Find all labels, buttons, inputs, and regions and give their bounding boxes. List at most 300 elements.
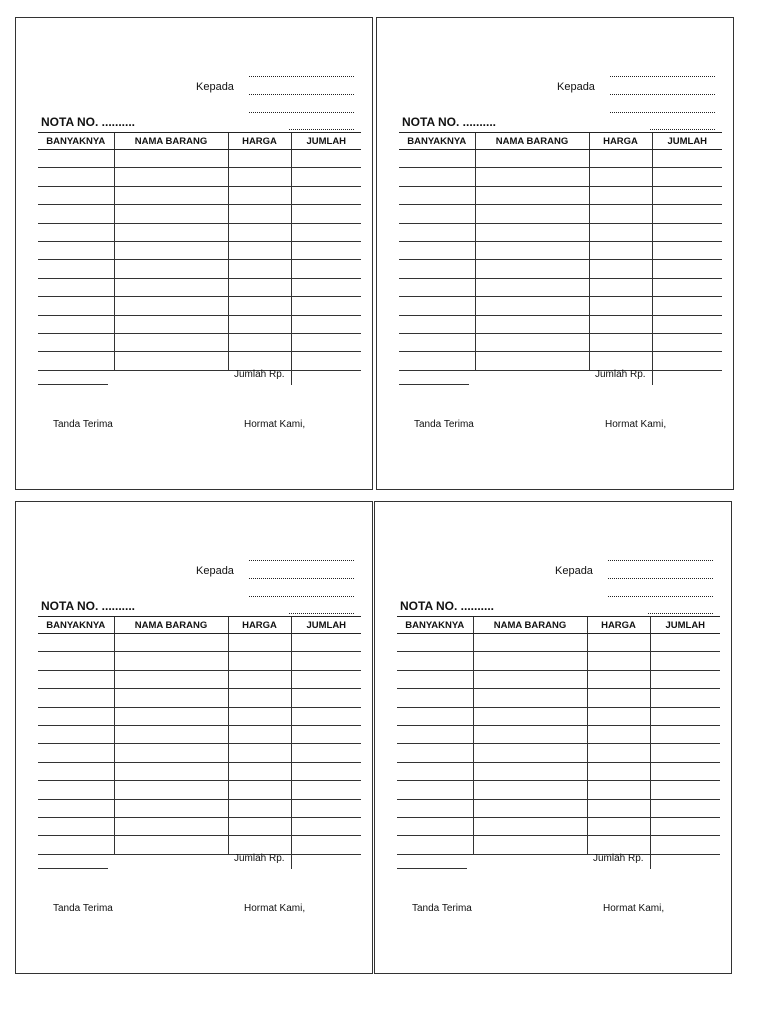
table-cell[interactable] (291, 315, 361, 333)
table-cell[interactable] (228, 689, 291, 707)
table-header-row (397, 617, 720, 634)
table-cell[interactable] (114, 260, 228, 278)
table-cell[interactable] (228, 836, 291, 854)
table-cell[interactable] (228, 205, 291, 223)
table-row (397, 817, 720, 835)
table-cell[interactable] (228, 260, 291, 278)
table-cell[interactable] (114, 205, 228, 223)
table-cell[interactable] (38, 781, 114, 799)
table-cell[interactable] (114, 707, 228, 725)
table-row (38, 186, 361, 204)
table-cell[interactable] (114, 799, 228, 817)
table-cell[interactable] (397, 707, 473, 725)
table-cell[interactable] (228, 707, 291, 725)
kepada-label: Kepada (555, 565, 593, 577)
table-cell[interactable] (399, 278, 475, 296)
signature-line (38, 868, 108, 869)
table-cell[interactable] (589, 297, 652, 315)
table-row (397, 744, 720, 762)
table-cell[interactable] (397, 670, 473, 688)
table-cell[interactable] (475, 150, 589, 168)
table-cell[interactable] (650, 781, 720, 799)
table-cell[interactable] (291, 836, 361, 854)
header-jumlah: JUMLAH (650, 617, 720, 634)
table-cell[interactable] (475, 241, 589, 259)
header-jumlah: JUMLAH (652, 133, 722, 150)
table-cell[interactable] (228, 333, 291, 351)
items-table (397, 616, 720, 855)
table-cell[interactable] (38, 186, 114, 204)
header-harga: HARGA (228, 133, 291, 150)
table-cell[interactable] (291, 634, 361, 652)
kepada-dotted-line-2 (608, 578, 713, 579)
table-cell[interactable] (587, 652, 650, 670)
table-cell[interactable] (399, 260, 475, 278)
table-cell[interactable] (291, 352, 361, 370)
table-cell[interactable] (397, 817, 473, 835)
table-cell[interactable] (652, 278, 722, 296)
table-cell[interactable] (650, 689, 720, 707)
table-row (38, 744, 361, 762)
table-cell[interactable] (650, 634, 720, 652)
table-cell[interactable] (587, 817, 650, 835)
kepada-dotted-line-1 (608, 560, 713, 561)
table-cell[interactable] (652, 333, 722, 351)
table-cell[interactable] (38, 352, 114, 370)
table-cell[interactable] (399, 241, 475, 259)
table-row (38, 205, 361, 223)
table-cell[interactable] (652, 352, 722, 370)
table-cell[interactable] (38, 241, 114, 259)
table-cell[interactable] (114, 315, 228, 333)
table-cell[interactable] (291, 817, 361, 835)
table-row (38, 333, 361, 351)
nota-number-dots: .......... (462, 115, 497, 129)
table-cell[interactable] (114, 836, 228, 854)
kepada-dotted-line-3 (249, 596, 354, 597)
table-cell[interactable] (38, 725, 114, 743)
table-row (38, 241, 361, 259)
table-header-row (38, 133, 361, 150)
table-cell[interactable] (38, 278, 114, 296)
table-cell[interactable] (114, 817, 228, 835)
table-cell[interactable] (650, 817, 720, 835)
jumlah-rp-label: Jumlah Rp. (595, 369, 646, 380)
table-cell[interactable] (291, 689, 361, 707)
table-cell[interactable] (473, 781, 587, 799)
table-cell[interactable] (228, 725, 291, 743)
table-cell[interactable] (473, 670, 587, 688)
table-cell[interactable] (473, 725, 587, 743)
table-cell[interactable] (587, 836, 650, 854)
table-cell[interactable] (114, 781, 228, 799)
table-row (38, 260, 361, 278)
table-row (38, 689, 361, 707)
table-cell[interactable] (589, 168, 652, 186)
table-cell[interactable] (473, 799, 587, 817)
table-cell[interactable] (587, 707, 650, 725)
table-cell[interactable] (228, 223, 291, 241)
table-cell[interactable] (114, 333, 228, 351)
table-cell[interactable] (399, 150, 475, 168)
table-row (38, 817, 361, 835)
table-cell[interactable] (399, 168, 475, 186)
header-nama-barang: NAMA BARANG (114, 617, 228, 634)
table-cell[interactable] (291, 762, 361, 780)
table-cell[interactable] (228, 670, 291, 688)
table-cell[interactable] (399, 352, 475, 370)
table-row (38, 223, 361, 241)
signature-line (399, 384, 469, 385)
table-cell[interactable] (291, 260, 361, 278)
nota-number-dots: .......... (460, 599, 495, 613)
table-cell[interactable] (114, 744, 228, 762)
table-cell[interactable] (589, 241, 652, 259)
table-row (399, 315, 722, 333)
jumlah-divider (291, 851, 292, 869)
table-cell[interactable] (589, 278, 652, 296)
table-cell[interactable] (114, 186, 228, 204)
table-cell[interactable] (587, 762, 650, 780)
table-cell[interactable] (291, 241, 361, 259)
table-cell[interactable] (589, 205, 652, 223)
table-cell[interactable] (587, 781, 650, 799)
table-cell[interactable] (291, 186, 361, 204)
table-cell[interactable] (114, 652, 228, 670)
nota-label: NOTA NO. (41, 599, 99, 613)
kepada-dotted-line-1 (249, 560, 354, 561)
table-cell[interactable] (475, 278, 589, 296)
tanda-terima-label: Tanda Terima (53, 419, 113, 430)
table-cell[interactable] (589, 315, 652, 333)
table-cell[interactable] (475, 297, 589, 315)
table-cell[interactable] (473, 689, 587, 707)
table-cell[interactable] (473, 817, 587, 835)
table-cell[interactable] (114, 223, 228, 241)
table-row (399, 186, 722, 204)
table-cell[interactable] (397, 725, 473, 743)
table-cell[interactable] (38, 634, 114, 652)
table-cell[interactable] (38, 670, 114, 688)
table-cell[interactable] (291, 744, 361, 762)
table-cell[interactable] (397, 762, 473, 780)
table-row (38, 652, 361, 670)
table-cell[interactable] (475, 186, 589, 204)
table-row (38, 634, 361, 652)
table-row (38, 781, 361, 799)
nota-number-label (400, 599, 494, 613)
table-cell[interactable] (291, 333, 361, 351)
table-row (397, 670, 720, 688)
nota-label: NOTA NO. (402, 115, 460, 129)
table-cell[interactable] (589, 260, 652, 278)
date-dotted-line (650, 129, 715, 130)
table-row (397, 707, 720, 725)
table-row (38, 315, 361, 333)
table-cell[interactable] (228, 186, 291, 204)
table-cell[interactable] (228, 168, 291, 186)
header-banyaknya: BANYAKNYA (38, 133, 114, 150)
table-cell[interactable] (652, 260, 722, 278)
table-cell[interactable] (38, 205, 114, 223)
table-cell[interactable] (475, 168, 589, 186)
table-row (38, 762, 361, 780)
table-cell[interactable] (114, 634, 228, 652)
kepada-dotted-line-1 (610, 76, 715, 77)
table-cell[interactable] (589, 352, 652, 370)
table-cell[interactable] (399, 315, 475, 333)
table-cell[interactable] (114, 762, 228, 780)
table-cell[interactable] (587, 689, 650, 707)
table-row (38, 352, 361, 370)
hormat-kami-label: Hormat Kami, (244, 419, 306, 430)
table-cell[interactable] (399, 223, 475, 241)
table-row (38, 297, 361, 315)
header-harga: HARGA (228, 617, 291, 634)
table-cell[interactable] (475, 205, 589, 223)
table-cell[interactable] (473, 707, 587, 725)
table-cell[interactable] (652, 168, 722, 186)
table-cell[interactable] (228, 278, 291, 296)
table-cell[interactable] (473, 744, 587, 762)
kepada-dotted-line-1 (249, 76, 354, 77)
header-jumlah: JUMLAH (291, 133, 361, 150)
table-cell[interactable] (38, 260, 114, 278)
table-cell[interactable] (652, 186, 722, 204)
header-harga: HARGA (587, 617, 650, 634)
table-row (399, 241, 722, 259)
table-cell[interactable] (228, 352, 291, 370)
table-cell[interactable] (291, 278, 361, 296)
table-cell[interactable] (228, 241, 291, 259)
table-row (397, 634, 720, 652)
table-cell[interactable] (650, 762, 720, 780)
table-cell[interactable] (652, 315, 722, 333)
table-cell[interactable] (38, 817, 114, 835)
table-cell[interactable] (589, 223, 652, 241)
table-cell[interactable] (228, 817, 291, 835)
table-cell[interactable] (587, 634, 650, 652)
table-row (399, 278, 722, 296)
table-cell[interactable] (475, 315, 589, 333)
kepada-dotted-line-3 (249, 112, 354, 113)
table-row (397, 836, 720, 854)
kepada-label: Kepada (196, 565, 234, 577)
table-cell[interactable] (114, 168, 228, 186)
table-cell[interactable] (291, 670, 361, 688)
table-cell[interactable] (114, 725, 228, 743)
table-cell[interactable] (291, 707, 361, 725)
table-row (38, 799, 361, 817)
table-cell[interactable] (397, 836, 473, 854)
table-cell[interactable] (228, 652, 291, 670)
table-cell[interactable] (38, 707, 114, 725)
items-table (399, 132, 722, 371)
date-dotted-line (289, 129, 354, 130)
table-cell[interactable] (399, 333, 475, 351)
table-row (397, 762, 720, 780)
table-cell[interactable] (228, 762, 291, 780)
table-cell[interactable] (114, 241, 228, 259)
table-cell[interactable] (587, 670, 650, 688)
table-cell[interactable] (291, 168, 361, 186)
items-table (38, 132, 361, 371)
tanda-terima-label: Tanda Terima (53, 903, 113, 914)
table-cell[interactable] (652, 241, 722, 259)
table-cell[interactable] (114, 297, 228, 315)
tanda-terima-label: Tanda Terima (414, 419, 474, 430)
table-cell[interactable] (38, 333, 114, 351)
table-cell[interactable] (291, 297, 361, 315)
table-cell[interactable] (114, 278, 228, 296)
table-cell[interactable] (397, 799, 473, 817)
table-cell[interactable] (652, 150, 722, 168)
table-cell[interactable] (228, 744, 291, 762)
table-cell[interactable] (291, 725, 361, 743)
table-cell[interactable] (397, 689, 473, 707)
table-cell[interactable] (473, 836, 587, 854)
kepada-dotted-line-3 (610, 112, 715, 113)
table-cell[interactable] (587, 799, 650, 817)
header-nama-barang: NAMA BARANG (473, 617, 587, 634)
table-cell[interactable] (650, 725, 720, 743)
table-cell[interactable] (399, 297, 475, 315)
table-cell[interactable] (397, 744, 473, 762)
kepada-dotted-line-2 (249, 94, 354, 95)
table-cell[interactable] (228, 781, 291, 799)
jumlah-divider (650, 851, 651, 869)
table-cell[interactable] (291, 150, 361, 168)
nota-form-4 (374, 501, 732, 974)
nota-number-dots: .......... (101, 115, 136, 129)
table-cell[interactable] (399, 205, 475, 223)
table-row (399, 333, 722, 351)
nota-label: NOTA NO. (400, 599, 458, 613)
table-header-row (38, 617, 361, 634)
table-cell[interactable] (652, 223, 722, 241)
table-cell[interactable] (291, 205, 361, 223)
table-cell[interactable] (475, 352, 589, 370)
table-cell[interactable] (650, 652, 720, 670)
table-cell[interactable] (587, 725, 650, 743)
table-cell[interactable] (38, 762, 114, 780)
hormat-kami-label: Hormat Kami, (605, 419, 667, 430)
table-row (397, 781, 720, 799)
header-nama-barang: NAMA BARANG (114, 133, 228, 150)
table-cell[interactable] (291, 223, 361, 241)
table-cell[interactable] (650, 836, 720, 854)
table-cell[interactable] (475, 260, 589, 278)
kepada-dotted-line-2 (249, 578, 354, 579)
signature-line (38, 384, 108, 385)
kepada-dotted-line-2 (610, 94, 715, 95)
hormat-kami-label: Hormat Kami, (603, 903, 665, 914)
table-cell[interactable] (38, 150, 114, 168)
jumlah-rp-label: Jumlah Rp. (234, 369, 285, 380)
table-cell[interactable] (587, 744, 650, 762)
table-cell[interactable] (475, 333, 589, 351)
date-dotted-line (289, 613, 354, 614)
nota-label: NOTA NO. (41, 115, 99, 129)
table-cell[interactable] (589, 186, 652, 204)
header-harga: HARGA (589, 133, 652, 150)
table-cell[interactable] (291, 652, 361, 670)
table-cell[interactable] (38, 315, 114, 333)
table-cell[interactable] (473, 652, 587, 670)
nota-form-2 (376, 17, 734, 490)
nota-number-label (41, 115, 135, 129)
table-row (38, 707, 361, 725)
table-cell[interactable] (228, 634, 291, 652)
header-banyaknya: BANYAKNYA (399, 133, 475, 150)
table-cell[interactable] (475, 223, 589, 241)
table-cell[interactable] (38, 168, 114, 186)
kepada-label: Kepada (196, 81, 234, 93)
table-cell[interactable] (589, 333, 652, 351)
table-cell[interactable] (650, 744, 720, 762)
table-cell[interactable] (650, 799, 720, 817)
table-cell[interactable] (291, 799, 361, 817)
table-cell[interactable] (650, 707, 720, 725)
table-cell[interactable] (114, 150, 228, 168)
signature-line (397, 868, 467, 869)
table-cell[interactable] (38, 297, 114, 315)
table-cell[interactable] (228, 150, 291, 168)
table-row (38, 278, 361, 296)
hormat-kami-label: Hormat Kami, (244, 903, 306, 914)
table-cell[interactable] (38, 744, 114, 762)
table-cell[interactable] (473, 634, 587, 652)
table-cell[interactable] (228, 315, 291, 333)
table-cell[interactable] (228, 799, 291, 817)
table-cell[interactable] (652, 297, 722, 315)
header-nama-barang: NAMA BARANG (475, 133, 589, 150)
table-cell[interactable] (114, 670, 228, 688)
table-cell[interactable] (114, 689, 228, 707)
table-cell[interactable] (397, 652, 473, 670)
tanda-terima-label: Tanda Terima (412, 903, 472, 914)
table-cell[interactable] (38, 652, 114, 670)
table-cell[interactable] (38, 836, 114, 854)
table-cell[interactable] (397, 781, 473, 799)
nota-form-1 (15, 17, 373, 490)
jumlah-divider (652, 367, 653, 385)
jumlah-rp-label: Jumlah Rp. (234, 853, 285, 864)
header-banyaknya: BANYAKNYA (38, 617, 114, 634)
nota-number-label (41, 599, 135, 613)
table-row (399, 260, 722, 278)
table-cell[interactable] (291, 781, 361, 799)
table-cell[interactable] (38, 689, 114, 707)
table-cell[interactable] (652, 205, 722, 223)
table-row (38, 670, 361, 688)
table-cell[interactable] (228, 297, 291, 315)
header-banyaknya: BANYAKNYA (397, 617, 473, 634)
table-row (399, 352, 722, 370)
table-row (399, 205, 722, 223)
table-cell[interactable] (38, 223, 114, 241)
table-row (397, 689, 720, 707)
table-cell[interactable] (650, 670, 720, 688)
date-dotted-line (648, 613, 713, 614)
table-cell[interactable] (38, 799, 114, 817)
table-row (399, 297, 722, 315)
table-cell[interactable] (473, 762, 587, 780)
table-cell[interactable] (397, 634, 473, 652)
table-cell[interactable] (399, 186, 475, 204)
table-cell[interactable] (589, 150, 652, 168)
table-cell[interactable] (114, 352, 228, 370)
